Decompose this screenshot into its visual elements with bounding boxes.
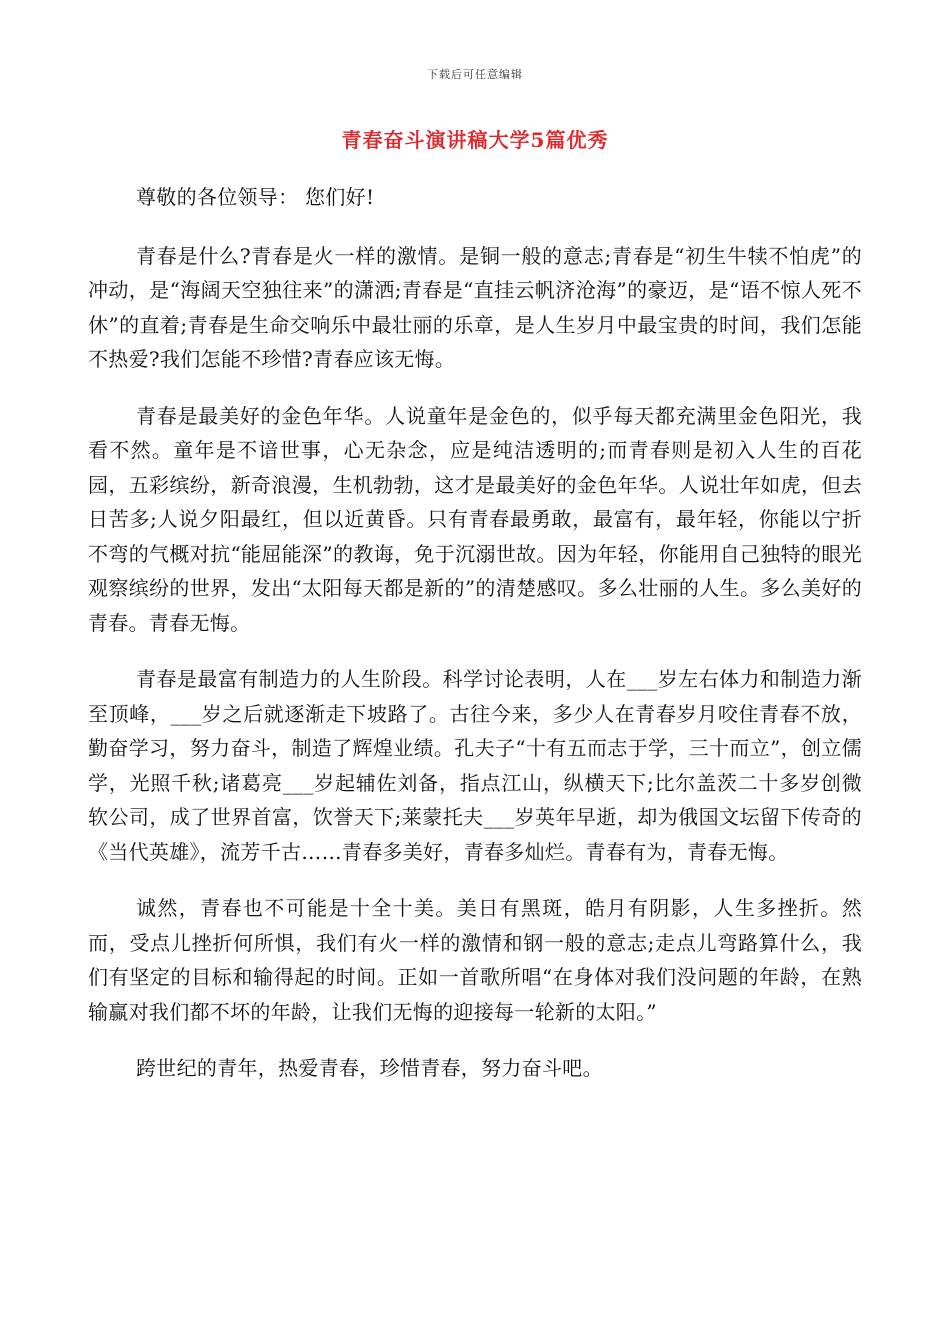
header-note: 下载后可任意编辑 bbox=[427, 68, 523, 81]
document-title: 青春奋斗演讲稿大学5篇优秀 bbox=[341, 128, 609, 152]
greeting-paragraph: 尊敬的各位领导： 您们好! bbox=[136, 185, 375, 209]
body-paragraph: 青春是什么?青春是火一样的激情。是铜一般的意志;青春是“初生牛犊不怕虎”的冲动，是“海阔天空独往来”的潇洒;青春是“直挂云帆济沧海”的豪迈，是“语不惊人死不休”的直着;青春是生命交响乐中最壮丽的乐章，是人生岁月中最宝贵的时间，我们怎能不热爱?我们怎能不珍惜?青春应该无悔。 bbox=[88, 243, 862, 371]
body-paragraph: 青春是最富有制造力的人生阶段。科学讨论表明，人在___岁左右体力和制造力渐至顶峰，___岁之后就逐渐走下坡路了。古往今来，多少人在青春岁月咬住青春不放，勤奋学习，努力奋斗，制造了辉煌业绩。孔夫子“十有五而志于学，三十而立”，创立儒学，光照千秋;诸葛亮___岁起辅佐刘备，指点江山，纵横天下;比尔盖茨二十多岁创微软公司，成了世界首富，饮誉天下;莱蒙托夫___岁英年早逝，却为俄国文坛留下传奇的《当代英雄》，流芳千古……青春多美好，青春多灿烂。青春有为，青春无悔。 bbox=[88, 667, 862, 864]
document-body bbox=[88, 180, 862, 1108]
body-paragraph: 青春是最美好的金色年华。人说童年是金色的，似乎每天都充满里金色阳光，我看不然。童年是不谙世事，心无杂念，应是纯洁透明的;而青春则是初入人生的百花园，五彩缤纷，新奇浪漫，生机勃勃，这才是最美好的金色年华。人说壮年如虎，但去日苦多;人说夕阳最红，但以近黄昏。只有青春最勇敢，最富有，最年轻，你能以宁折不弯的气概对抗“能屈能深”的教诲，免于沉溺世故。因为年轻，你能用自己独特的眼光观察缤纷的世界，发出“太阳每天都是新的”的清楚感叹。多么壮丽的人生。多么美好的青春。青春无悔。 bbox=[88, 403, 862, 635]
body-paragraph: 诚然，青春也不可能是十全十美。美日有黑斑，皓月有阴影，人生多挫折。然而，受点儿挫折何所惧，我们有火一样的激情和钢一般的意志;走点儿弯路算什么，我们有坚定的目标和输得起的时间。正如一首歌所唱“在身体对我们没问题的年龄，在熟输赢对我们都不坏的年龄，让我们无悔的迎接每一轮新的太阳。” bbox=[88, 896, 862, 1024]
closing-paragraph: 跨世纪的青年，热爱青春，珍惜青春，努力奋斗吧。 bbox=[136, 1056, 603, 1080]
